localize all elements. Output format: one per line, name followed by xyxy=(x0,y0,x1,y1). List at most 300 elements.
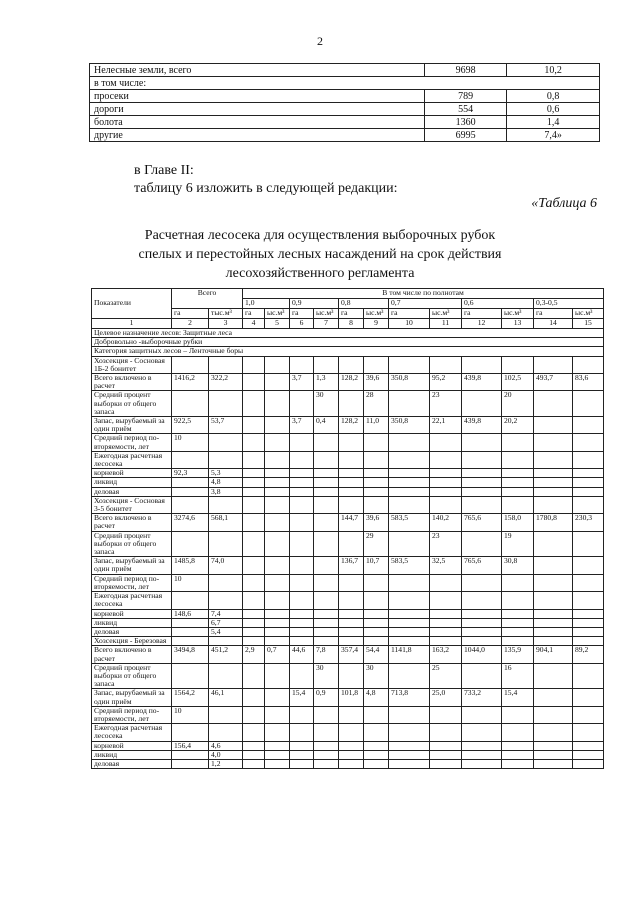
row-cell xyxy=(573,478,604,487)
cutting-area-table xyxy=(91,288,604,769)
row-cell xyxy=(389,574,430,591)
row-cell xyxy=(430,574,462,591)
header-column-number: 3 xyxy=(209,319,243,329)
row-cell xyxy=(314,627,339,636)
row-cell xyxy=(364,496,389,513)
row-cell xyxy=(534,451,573,468)
row-cell xyxy=(430,451,462,468)
row-label: ликвид xyxy=(92,750,172,759)
row-cell xyxy=(314,531,339,557)
row-cell: 10 xyxy=(172,434,209,451)
table-row xyxy=(92,706,604,723)
row-cell xyxy=(462,637,502,646)
title-line: Расчетная лесосека для осуществления выборочных рубок xyxy=(144,228,496,243)
header-column-number: 9 xyxy=(364,319,389,329)
header-column-number: 13 xyxy=(502,319,534,329)
row-cell xyxy=(265,434,290,451)
row-cell xyxy=(290,514,314,531)
table-row xyxy=(90,129,600,142)
row-cell xyxy=(430,637,462,646)
row-cell xyxy=(290,531,314,557)
row-cell xyxy=(314,469,339,478)
row-cell: 3,7 xyxy=(290,417,314,434)
row-cell xyxy=(209,592,243,609)
row-cell: 568,1 xyxy=(209,514,243,531)
row-cell: 765,6 xyxy=(462,514,502,531)
row-cell xyxy=(502,451,534,468)
row-cell xyxy=(573,706,604,723)
row-cell xyxy=(502,609,534,618)
row-cell xyxy=(339,496,364,513)
row-cell: 451,2 xyxy=(209,646,243,663)
row-label: другие xyxy=(90,129,425,142)
row-cell xyxy=(389,434,430,451)
row-cell: 19 xyxy=(502,531,534,557)
row-cell xyxy=(265,627,290,636)
header-density-group: 0,3-0,5 xyxy=(534,299,604,309)
header-column-number: 7 xyxy=(314,319,339,329)
row-label: деловая xyxy=(92,759,172,768)
row-cell: 1485,8 xyxy=(172,557,209,574)
row-cell xyxy=(462,618,502,627)
row-cell: 136,7 xyxy=(339,557,364,574)
row-cell: 493,7 xyxy=(534,374,573,391)
row-cell xyxy=(172,356,209,373)
row-cell xyxy=(243,759,265,768)
row-cell xyxy=(265,637,290,646)
row-cell xyxy=(364,724,389,741)
row-cell xyxy=(172,531,209,557)
table-row xyxy=(92,618,604,627)
row-cell xyxy=(573,663,604,689)
row-cell: 4,8 xyxy=(364,689,389,706)
row-cell xyxy=(430,434,462,451)
row-cell: 1141,8 xyxy=(389,646,430,663)
row-cell: 15,4 xyxy=(290,689,314,706)
row-cell xyxy=(430,627,462,636)
row-cell xyxy=(314,434,339,451)
row-cell xyxy=(389,637,430,646)
table-row xyxy=(92,347,604,356)
row-cell xyxy=(430,487,462,496)
row-area: 789 xyxy=(424,90,506,103)
row-cell: 89,2 xyxy=(573,646,604,663)
header-column-number: 10 xyxy=(389,319,430,329)
header-by-density: В том числе по полнотам xyxy=(243,289,604,299)
row-cell xyxy=(430,478,462,487)
header-unit-ha: га xyxy=(389,309,430,319)
row-cell xyxy=(462,434,502,451)
row-cell xyxy=(314,618,339,627)
table-row xyxy=(92,469,604,478)
row-label: дороги xyxy=(90,103,425,116)
row-cell xyxy=(430,496,462,513)
row-cell xyxy=(534,750,573,759)
row-cell xyxy=(389,487,430,496)
row-cell: 25 xyxy=(430,663,462,689)
row-cell xyxy=(172,618,209,627)
row-cell xyxy=(339,574,364,591)
row-cell xyxy=(462,750,502,759)
row-cell xyxy=(265,609,290,618)
header-column-number: 1 xyxy=(92,319,172,329)
table-row xyxy=(92,689,604,706)
row-cell xyxy=(389,356,430,373)
row-cell xyxy=(502,574,534,591)
row-cell xyxy=(364,574,389,591)
table-row xyxy=(92,391,604,417)
row-cell xyxy=(243,627,265,636)
table-row xyxy=(92,637,604,646)
intro-instruction: таблицу 6 изложить в следующей редакции: xyxy=(134,181,398,196)
row-cell xyxy=(209,391,243,417)
row-cell xyxy=(462,592,502,609)
row-cell: 128,2 xyxy=(339,374,364,391)
row-cell: 54,4 xyxy=(364,646,389,663)
row-cell xyxy=(172,451,209,468)
row-cell xyxy=(573,496,604,513)
header-column-number: 2 xyxy=(172,319,209,329)
row-cell xyxy=(265,592,290,609)
row-cell xyxy=(534,759,573,768)
row-cell xyxy=(290,451,314,468)
row-label: деловая xyxy=(92,487,172,496)
row-cell xyxy=(502,618,534,627)
row-cell xyxy=(314,609,339,618)
row-cell: 7,8 xyxy=(314,646,339,663)
row-cell: 20,2 xyxy=(502,417,534,434)
row-cell xyxy=(462,469,502,478)
row-cell xyxy=(573,724,604,741)
row-cell xyxy=(314,592,339,609)
row-cell xyxy=(172,637,209,646)
row-cell: 144,7 xyxy=(339,514,364,531)
table-row xyxy=(90,77,600,90)
row-cell xyxy=(389,531,430,557)
header-column-number: 11 xyxy=(430,319,462,329)
row-cell xyxy=(502,478,534,487)
row-cell xyxy=(502,741,534,750)
row-area: 6995 xyxy=(424,129,506,142)
row-cell: 439,8 xyxy=(462,417,502,434)
row-cell xyxy=(339,487,364,496)
row-cell: 74,0 xyxy=(209,557,243,574)
row-cell: 148,6 xyxy=(172,609,209,618)
row-cell xyxy=(502,724,534,741)
row-label: Ежегодная расчетная лесосека xyxy=(92,724,172,741)
row-cell: 83,6 xyxy=(573,374,604,391)
row-cell xyxy=(265,487,290,496)
row-cell: 128,2 xyxy=(339,417,364,434)
row-cell: 102,5 xyxy=(502,374,534,391)
row-cell xyxy=(502,627,534,636)
row-cell: 30,8 xyxy=(502,557,534,574)
table-row xyxy=(92,451,604,468)
row-cell: 15,4 xyxy=(502,689,534,706)
row-cell xyxy=(314,637,339,646)
table-row xyxy=(92,531,604,557)
row-cell xyxy=(534,627,573,636)
row-cell: 3,7 xyxy=(290,374,314,391)
row-cell: 0,7 xyxy=(265,646,290,663)
table-title xyxy=(0,226,640,283)
header-column-number: 8 xyxy=(339,319,364,329)
table-row xyxy=(92,374,604,391)
row-cell xyxy=(462,609,502,618)
row-cell xyxy=(265,391,290,417)
row-cell xyxy=(389,451,430,468)
row-cell: 3494,8 xyxy=(172,646,209,663)
header-column-number: 15 xyxy=(573,319,604,329)
row-cell xyxy=(290,609,314,618)
row-cell xyxy=(209,496,243,513)
row-cell xyxy=(502,496,534,513)
header-unit-volume: ыс.м³ xyxy=(430,309,462,319)
row-label: деловая xyxy=(92,627,172,636)
row-label: болота xyxy=(90,116,425,129)
row-cell xyxy=(573,759,604,768)
row-cell xyxy=(339,356,364,373)
row-cell xyxy=(290,750,314,759)
row-label: корневой xyxy=(92,609,172,618)
row-cell xyxy=(534,637,573,646)
row-label: Средний период по-вторяемости, лет xyxy=(92,574,172,591)
row-cell xyxy=(389,478,430,487)
row-cell xyxy=(265,618,290,627)
row-cell xyxy=(209,356,243,373)
row-cell xyxy=(290,627,314,636)
row-cell xyxy=(314,724,339,741)
row-cell xyxy=(534,391,573,417)
row-cell: 4,8 xyxy=(209,478,243,487)
header-indicators: Показатели xyxy=(92,289,172,319)
row-cell xyxy=(573,531,604,557)
row-cell xyxy=(290,574,314,591)
row-cell xyxy=(502,469,534,478)
header-unit-volume: тыс.м³ xyxy=(209,309,243,319)
row-cell: 163,2 xyxy=(430,646,462,663)
row-cell: 10 xyxy=(172,706,209,723)
row-cell xyxy=(339,434,364,451)
row-cell xyxy=(265,417,290,434)
row-label: Запас, вырубаемый за один приём xyxy=(92,689,172,706)
row-cell xyxy=(534,663,573,689)
row-cell xyxy=(314,706,339,723)
header-density-group: 0,9 xyxy=(290,299,339,309)
row-cell xyxy=(314,759,339,768)
row-cell xyxy=(462,356,502,373)
row-cell xyxy=(314,574,339,591)
row-cell xyxy=(265,374,290,391)
row-cell xyxy=(290,618,314,627)
row-cell: 101,8 xyxy=(339,689,364,706)
row-cell xyxy=(364,434,389,451)
row-cell xyxy=(172,724,209,741)
header-unit-ha: га xyxy=(243,309,265,319)
row-cell xyxy=(364,759,389,768)
row-cell: 3274,6 xyxy=(172,514,209,531)
row-cell xyxy=(430,724,462,741)
row-cell: 32,5 xyxy=(430,557,462,574)
header-unit-volume: ыс.м³ xyxy=(364,309,389,319)
row-cell: 5,3 xyxy=(209,469,243,478)
header-density-group: 0,6 xyxy=(462,299,534,309)
row-cell: 322,2 xyxy=(209,374,243,391)
row-label: Нелесные земли, всего xyxy=(90,64,425,77)
row-cell xyxy=(290,759,314,768)
row-cell: 11,0 xyxy=(364,417,389,434)
row-cell: 583,5 xyxy=(389,557,430,574)
table-row xyxy=(92,496,604,513)
row-cell xyxy=(389,618,430,627)
row-cell xyxy=(534,469,573,478)
row-cell xyxy=(172,478,209,487)
table-row xyxy=(90,103,600,116)
row-cell: 904,1 xyxy=(534,646,573,663)
row-cell: 1,3 xyxy=(314,374,339,391)
table-row xyxy=(92,759,604,768)
row-cell xyxy=(364,592,389,609)
row-cell: 30 xyxy=(314,391,339,417)
row-label: Всего включено в расчет xyxy=(92,514,172,531)
row-cell xyxy=(430,706,462,723)
row-cell xyxy=(290,706,314,723)
row-cell xyxy=(430,356,462,373)
row-cell xyxy=(534,741,573,750)
row-cell xyxy=(534,689,573,706)
row-cell xyxy=(430,759,462,768)
row-cell xyxy=(339,637,364,646)
header-unit-ha: га xyxy=(339,309,364,319)
non-forest-lands-table xyxy=(89,63,600,142)
row-cell xyxy=(573,434,604,451)
header-total: Всего xyxy=(172,289,243,309)
row-cell xyxy=(339,478,364,487)
row-cell xyxy=(462,487,502,496)
row-cell: 3,8 xyxy=(209,487,243,496)
row-cell xyxy=(314,478,339,487)
row-cell xyxy=(172,496,209,513)
row-cell: 30 xyxy=(314,663,339,689)
row-cell: 350,8 xyxy=(389,417,430,434)
row-label: Средний процент выборки от общего запаса xyxy=(92,391,172,417)
section-label: Целевое назначение лесов: Защитные леса xyxy=(92,329,604,338)
row-cell: 135,9 xyxy=(502,646,534,663)
row-cell xyxy=(265,496,290,513)
row-cell xyxy=(502,637,534,646)
row-cell xyxy=(290,356,314,373)
row-cell xyxy=(243,741,265,750)
section-label: Добровольно -выборочные рубки xyxy=(92,338,604,347)
row-cell: 1416,2 xyxy=(172,374,209,391)
row-cell xyxy=(243,478,265,487)
row-cell xyxy=(243,496,265,513)
row-cell xyxy=(314,741,339,750)
row-cell xyxy=(573,618,604,627)
row-cell xyxy=(243,391,265,417)
row-cell xyxy=(339,531,364,557)
row-cell xyxy=(573,469,604,478)
row-cell xyxy=(209,706,243,723)
row-cell xyxy=(364,487,389,496)
row-cell xyxy=(534,356,573,373)
row-cell xyxy=(243,663,265,689)
row-cell xyxy=(502,759,534,768)
row-cell: 0,9 xyxy=(314,689,339,706)
table-row xyxy=(90,64,600,77)
row-cell xyxy=(290,487,314,496)
header-unit-ha: га xyxy=(462,309,502,319)
row-cell xyxy=(534,487,573,496)
row-cell xyxy=(534,531,573,557)
row-cell xyxy=(265,451,290,468)
row-cell xyxy=(265,574,290,591)
row-cell: 5,4 xyxy=(209,627,243,636)
row-cell xyxy=(389,627,430,636)
row-cell xyxy=(534,417,573,434)
row-cell: 1044,0 xyxy=(462,646,502,663)
row-cell xyxy=(430,592,462,609)
intro-chapter: в Главе II: xyxy=(134,163,194,178)
row-cell xyxy=(314,451,339,468)
row-cell xyxy=(430,750,462,759)
table-row xyxy=(92,627,604,636)
row-cell xyxy=(209,663,243,689)
header-density-group: 1,0 xyxy=(243,299,290,309)
row-cell xyxy=(265,514,290,531)
table-row xyxy=(92,557,604,574)
row-label: Средний процент выборки от общего запаса xyxy=(92,663,172,689)
row-cell xyxy=(209,637,243,646)
row-cell xyxy=(364,750,389,759)
row-cell xyxy=(430,618,462,627)
row-cell: 156,4 xyxy=(172,741,209,750)
row-cell xyxy=(534,724,573,741)
row-cell: 44,6 xyxy=(290,646,314,663)
row-cell xyxy=(364,478,389,487)
row-cell xyxy=(339,741,364,750)
row-cell: 6,7 xyxy=(209,618,243,627)
row-area: 554 xyxy=(424,103,506,116)
row-cell xyxy=(243,451,265,468)
row-cell xyxy=(573,637,604,646)
row-cell: 583,5 xyxy=(389,514,430,531)
row-cell: 53,7 xyxy=(209,417,243,434)
header-column-number: 14 xyxy=(534,319,573,329)
row-cell xyxy=(290,434,314,451)
row-cell xyxy=(502,434,534,451)
table-row xyxy=(92,646,604,663)
row-cell: 2,9 xyxy=(243,646,265,663)
row-cell xyxy=(290,637,314,646)
header-unit-ha: га xyxy=(172,309,209,319)
table-row xyxy=(92,574,604,591)
row-cell xyxy=(462,627,502,636)
row-cell xyxy=(573,356,604,373)
row-cell: 92,3 xyxy=(172,469,209,478)
row-percent: 10,2 xyxy=(507,64,600,77)
row-cell xyxy=(389,750,430,759)
row-cell: 1780,8 xyxy=(534,514,573,531)
row-cell xyxy=(243,637,265,646)
row-cell: 22,1 xyxy=(430,417,462,434)
row-cell xyxy=(243,557,265,574)
table-reference: «Таблица 6 xyxy=(531,196,597,211)
header-column-number: 12 xyxy=(462,319,502,329)
row-cell xyxy=(462,724,502,741)
row-cell xyxy=(172,592,209,609)
row-label: Хозсекция - Сосновая 1Б-2 бонитет xyxy=(92,356,172,373)
